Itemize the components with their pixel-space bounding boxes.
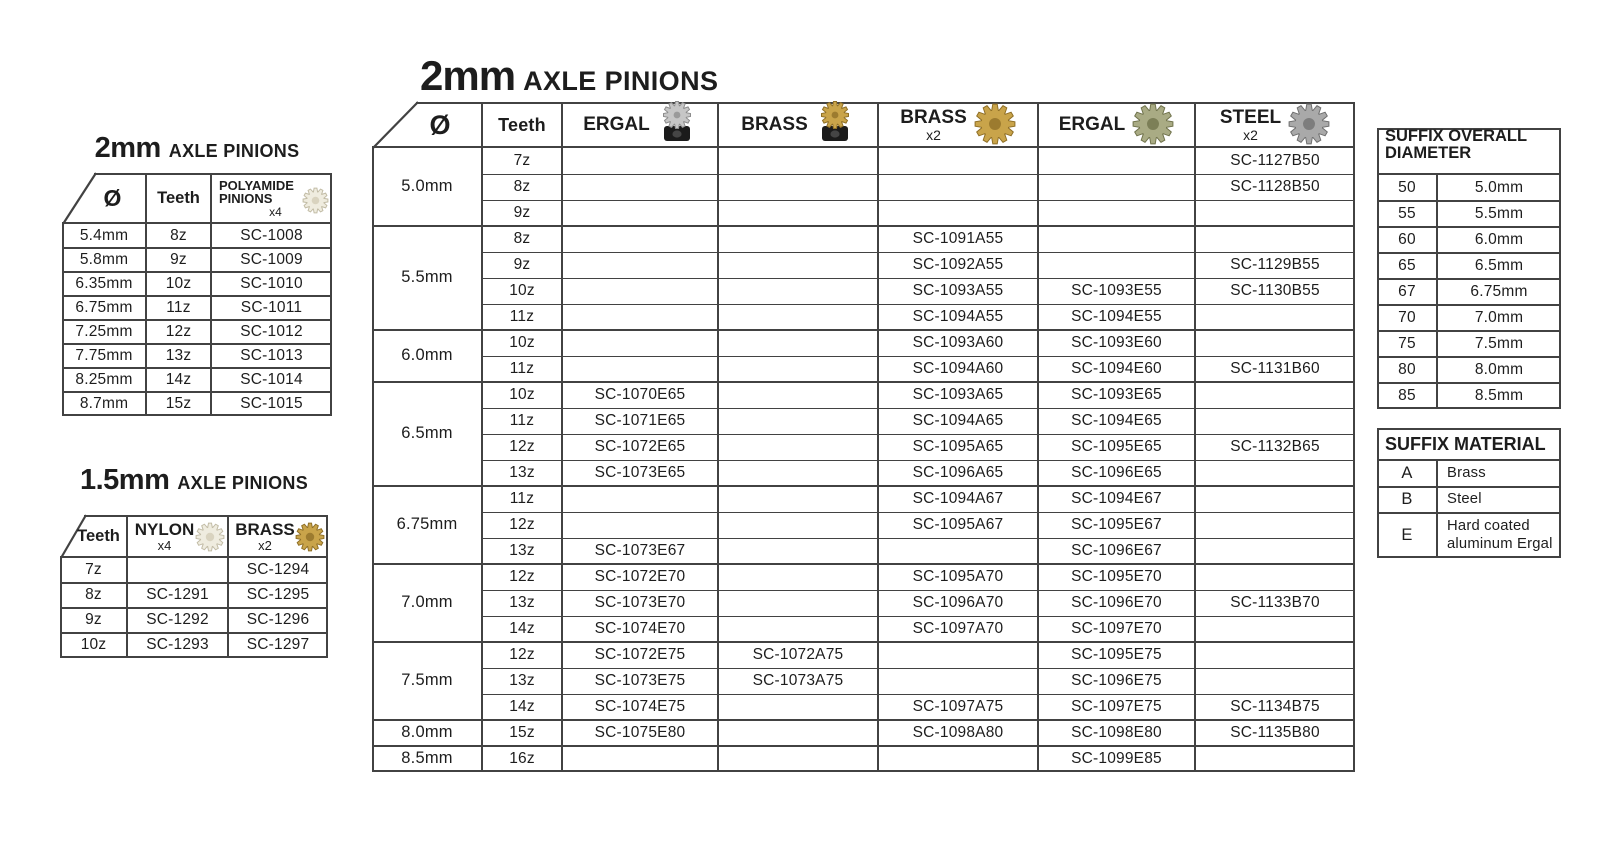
teeth-cell: 15z [509,723,535,741]
teeth-cell: 13z [509,541,535,559]
part-number-cell: SC-1072E70 [594,567,686,585]
part-number-cell: SC-1074E70 [594,619,686,637]
part-number-cell: SC-1095E70 [1071,567,1162,585]
part-number-cell: SC-1093E65 [1071,385,1162,403]
diameter-group-cell: 7.0mm [401,593,453,612]
teeth-cell: 12z [509,515,535,533]
diameter-cell: 7.25mm [75,322,133,340]
diameter-cell: 5.8mm [79,250,129,268]
diameter-value-cell: 7.5mm [1474,334,1524,352]
teeth-cell: 9z [170,250,187,268]
header-qty: x4 [157,537,172,553]
part-number-cell: SC-1097A70 [912,619,1004,637]
part-number-cell: SC-1094E67 [1071,489,1162,507]
part-number-cell: SC-1294 [246,561,310,579]
teeth-cell: 13z [165,346,192,364]
part-number-cell: SC-1095A67 [912,515,1004,533]
part-number-cell: SC-1135B80 [1230,723,1320,741]
part-number-cell: SC-1097E70 [1071,619,1162,637]
suffix-diameter-title [1377,128,1561,175]
part-number-cell: SC-1130B55 [1230,281,1320,299]
diameter-cell: 6.75mm [75,298,133,316]
part-number-cell: SC-1096E75 [1071,671,1162,689]
teeth-cell: 11z [509,307,535,325]
header-qty: x2 [1243,126,1258,143]
part-number-cell: SC-1129B55 [1230,255,1320,273]
table-line [1436,461,1438,558]
teeth-cell: 10z [509,281,535,299]
diameter-group-cell: 6.5mm [401,424,453,443]
part-number-cell: SC-1297 [246,636,310,654]
part-number-cell: SC-1098E80 [1071,723,1162,741]
diameter-value-cell: 7.0mm [1474,308,1524,326]
column-header-nylon [127,515,202,558]
teeth-cell: 11z [509,411,535,429]
part-number-cell: SC-1097E75 [1071,697,1162,715]
brass-mounted-pinion-icon [815,100,855,144]
column-header-teeth: Teeth [157,188,200,207]
part-number-cell: SC-1011 [240,298,303,316]
title-size: 2mm [94,132,161,164]
diameter-group-cell: 5.5mm [401,268,453,287]
diameter-value-cell: 6.5mm [1474,256,1524,274]
suffix-cell: 85 [1398,386,1416,404]
part-number-cell: SC-1095E67 [1071,515,1162,533]
title-text: AXLE PINIONS [177,473,308,493]
part-number-cell: SC-1094A67 [912,489,1004,507]
diameter-group-cell: 6.75mm [396,515,458,534]
teeth-cell: 13z [509,463,535,481]
teeth-cell: 10z [165,274,192,292]
part-number-cell: SC-1071E65 [594,411,686,429]
suffix-cell: 67 [1398,282,1416,300]
teeth-cell: 8z [85,586,102,604]
part-number-cell: SC-1094A55 [912,307,1004,325]
column-header-brass [718,102,878,148]
column-header-diameter: Ø [103,185,122,212]
teeth-cell: 8z [170,226,187,244]
teeth-cell: 10z [509,333,535,351]
header-label: BRASS [235,519,295,539]
part-number-cell: SC-1099E85 [1071,749,1162,767]
header-label: BRASS [900,106,967,128]
column-header-teeth: Teeth [498,114,546,135]
part-number-cell: SC-1013 [240,346,303,364]
teeth-cell: 10z [80,636,107,654]
teeth-cell: 14z [165,370,192,388]
diameter-cell: 5.4mm [79,226,129,244]
part-number-cell: SC-1096A70 [912,593,1004,611]
teeth-cell: 15z [165,394,192,412]
part-number-cell: SC-1097A75 [912,697,1004,715]
column-header-diameter: Ø [429,109,451,140]
part-number-cell: SC-1095E65 [1071,437,1162,455]
teeth-cell: 9z [513,255,531,273]
column-header-brass [228,515,302,558]
ergal-pinion-icon [1132,103,1174,145]
title-text: AXLE PINIONS [168,141,300,161]
diameter-group-cell: 5.0mm [401,177,453,196]
material-value-cell: Brass [1447,465,1486,482]
part-number-cell: SC-1093E60 [1071,333,1162,351]
part-number-cell: SC-1128B50 [1230,177,1320,195]
column-header-brass-x2 [878,102,1038,148]
teeth-cell: 13z [509,593,535,611]
steel-pinion-icon [1288,103,1330,145]
suffix-material-title: SUFFIX MATERIAL [1385,434,1546,455]
title-size: 2mm [420,52,516,99]
part-number-cell: SC-1091A55 [912,229,1004,247]
table-2mm-axle-main [372,102,1355,768]
brass-pinion-icon [295,522,325,552]
part-number-cell: SC-1093A65 [912,385,1004,403]
main-table-title [420,52,718,100]
ergal-mounted-pinion-icon [657,100,697,144]
header-label-block [1220,108,1281,143]
part-number-cell: SC-1296 [246,611,310,629]
part-number-cell: SC-1095E75 [1071,645,1162,663]
table-2mm-polyamide [62,173,332,416]
part-number-cell: SC-1291 [146,586,209,604]
header-label: PINIONS [219,191,273,207]
part-number-cell: SC-1096E67 [1071,541,1162,559]
teeth-cell: 11z [166,298,191,316]
part-number-cell: SC-1131B60 [1230,359,1320,377]
title-text: AXLE PINIONS [523,66,719,96]
part-number-cell: SC-1075E80 [594,723,686,741]
part-number-cell: SC-1094E55 [1071,307,1162,325]
part-number-cell: SC-1093A60 [912,333,1004,351]
brass-pinion-icon [974,103,1016,145]
part-number-cell: SC-1073E65 [594,463,686,481]
part-number-cell: SC-1096E65 [1071,463,1162,481]
part-number-cell: SC-1072E65 [594,437,686,455]
teeth-cell: 9z [513,203,531,221]
column-header-ergal-x2 [1038,102,1195,148]
part-number-cell: SC-1098A80 [912,723,1004,741]
header-label: NYLON [134,519,195,539]
diameter-cell: 7.75mm [75,346,133,364]
part-number-cell: SC-1010 [240,274,303,292]
header-qty: x2 [926,126,941,143]
title-size: 1.5mm [79,464,170,496]
part-number-cell: SC-1073E67 [594,541,686,559]
part-number-cell: SC-1072E75 [594,645,686,663]
part-number-cell: SC-1009 [240,250,303,268]
diameter-cell: 8.25mm [75,370,133,388]
part-number-cell: SC-1094A65 [912,411,1004,429]
suffix-cell: 75 [1398,334,1416,352]
suffix-cell: 65 [1398,256,1416,274]
part-number-cell: SC-1094A60 [912,359,1004,377]
teeth-cell: 12z [509,437,535,455]
suffix-cell: 55 [1398,204,1416,222]
header-label: ERGAL [583,114,650,136]
suffix-cell: E [1401,525,1413,544]
part-number-cell: SC-1093E55 [1071,281,1162,299]
diameter-value-cell: 5.0mm [1474,178,1524,196]
teeth-cell: 10z [509,385,535,403]
header-qty: x2 [258,537,272,553]
part-number-cell: SC-1094E65 [1071,411,1162,429]
diameter-group-cell: 7.5mm [401,671,453,690]
diameter-value-cell: 6.0mm [1474,230,1524,248]
table-suffix-diameter [1377,128,1561,409]
diameter-value-cell: 8.5mm [1474,386,1524,404]
suffix-cell: 80 [1398,360,1416,378]
teeth-cell: 16z [509,749,535,767]
part-number-cell: SC-1094E60 [1071,359,1162,377]
material-value-cell: Steel [1447,491,1482,508]
part-number-cell: SC-1008 [240,226,303,244]
part-number-cell: SC-1073A75 [752,671,844,689]
teeth-cell: 7z [513,151,531,169]
suffix-cell: 60 [1398,230,1416,248]
part-number-cell: SC-1073E75 [594,671,686,689]
suffix-cell: A [1401,464,1413,483]
teeth-cell: 13z [509,671,535,689]
table-suffix-material [1377,428,1561,558]
part-number-cell: SC-1095A65 [912,437,1004,455]
part-number-cell: SC-1093A55 [912,281,1004,299]
part-number-cell: SC-1095A70 [912,567,1004,585]
diameter-group-cell: 8.0mm [401,723,453,742]
teeth-cell: 7z [85,561,102,579]
title-line: SUFFIX OVERALL [1385,127,1528,145]
part-number-cell: SC-1092A55 [912,255,1004,273]
column-header-ergal [562,102,718,148]
teeth-cell: 12z [509,567,535,585]
diameter-value-cell: 8.0mm [1474,360,1524,378]
teeth-cell: 8z [513,229,531,247]
diameter-cell: 6.35mm [75,274,133,292]
diameter-group-cell: 8.5mm [401,749,453,768]
part-number-cell: SC-1134B75 [1230,697,1320,715]
nylon-pinion-icon [195,522,225,552]
part-number-cell: SC-1292 [146,611,209,629]
header-label-block [900,108,967,143]
part-number-cell: SC-1127B50 [1230,151,1320,169]
teeth-cell: 12z [165,322,192,340]
material-value-cell: Hard coated aluminum Ergal [1447,518,1553,552]
part-number-cell: SC-1072A75 [752,645,844,663]
table-15mm-axle [60,515,328,658]
teeth-cell: 14z [509,619,535,637]
teeth-cell: 12z [509,645,535,663]
teeth-cell: 11z [509,489,535,507]
header-label: STEEL [1219,106,1282,128]
header-label: POLYAMIDE [219,177,294,193]
suffix-cell: 70 [1398,308,1416,326]
part-number-cell: SC-1015 [240,394,303,412]
part-number-cell: SC-1096E70 [1071,593,1162,611]
teeth-cell: 9z [85,611,102,629]
part-number-cell: SC-1012 [240,322,303,340]
part-number-cell: SC-1295 [246,586,310,604]
part-number-cell: SC-1073E70 [594,593,686,611]
column-header-teeth: Teeth [77,526,120,545]
diameter-value-cell: 6.75mm [1470,282,1528,300]
title-line: DIAMETER [1385,144,1472,163]
suffix-cell: 50 [1398,178,1416,196]
part-number-cell: SC-1293 [146,636,209,654]
polyamide-pinion-icon [302,187,329,214]
diameter-value-cell: 5.5mm [1474,204,1524,222]
teeth-cell: 11z [509,359,535,377]
part-number-cell: SC-1014 [240,370,303,388]
part-number-cell: SC-1132B65 [1230,437,1320,455]
teeth-cell: 8z [513,177,531,195]
part-number-cell: SC-1074E75 [594,697,686,715]
column-header-steel-x2 [1195,102,1355,148]
suffix-cell: B [1401,490,1413,509]
part-number-cell: SC-1096A65 [912,463,1004,481]
header-label: BRASS [741,114,808,136]
left-2mm-table-title [62,132,332,165]
header-label: ERGAL [1058,114,1126,136]
header-qty: x4 [269,204,282,219]
teeth-cell: 14z [509,697,535,715]
diameter-group-cell: 6.0mm [401,346,453,365]
left-15mm-table-title [60,464,328,497]
part-number-cell: SC-1133B70 [1230,593,1320,611]
diameter-cell: 8.7mm [79,394,129,412]
part-number-cell: SC-1070E65 [594,385,686,403]
